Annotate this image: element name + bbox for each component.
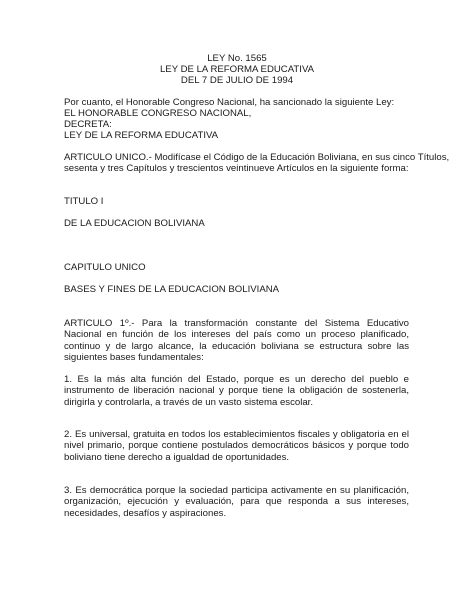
law-title: LEY DE LA REFORMA EDUCATIVA bbox=[159, 64, 315, 75]
articulo-1: ARTICULO 1º.- Para la transformación constante del Sistema Educativo Nacional en función de los intereses del país como un proceso planificado, continuo y de largo alcance, la educación boliviana se estructura sobre las siguientes bases fundamentales: bbox=[64, 318, 409, 363]
capitulo-name: BASES Y FINES DE LA EDUCACION BOLIVIANA bbox=[64, 284, 280, 295]
base-3: 3. Es democrática porque la sociedad participa activamente en su planificación, organización, ejecución y evaluación, para que responda a sus intereses, necesidades, desafíos y aspiraciones. bbox=[64, 485, 409, 519]
articulo-unico-line2: sesenta y tres Capítulos y trescientos veintinueve Artículos en la siguiente forma: bbox=[64, 163, 409, 174]
capitulo-number: CAPITULO UNICO bbox=[64, 262, 146, 273]
articulo-unico-line1: ARTICULO UNICO.- Modifícase el Código de la Educación Boliviana, en sus cinco Títulos, bbox=[64, 152, 450, 163]
law-date: DEL 7 DE JULIO DE 1994 bbox=[180, 75, 294, 86]
preamble-text: Por cuanto, el Honorable Congreso Nacional, ha sancionado la siguiente Ley: bbox=[64, 97, 395, 108]
base-1: 1. Es la más alta función del Estado, porque es un derecho del pueblo e instrumento de liberación nacional y porque tiene la obligación de sostenerla, dirigirla y controlarla, a través de un vasto sistema escolar. bbox=[64, 374, 409, 408]
titulo-name: DE LA EDUCACION BOLIVIANA bbox=[64, 218, 205, 229]
base-2: 2. Es universal, gratuita en todos los establecimientos fiscales y obligatoria en el nivel primario, porque contiene postulados democráticos básicos y porque todo boliviano tiene derecho a igualdad de oportunidades. bbox=[64, 429, 409, 463]
law-name: LEY DE LA REFORMA EDUCATIVA bbox=[64, 130, 219, 141]
law-number: LEY No. 1565 bbox=[207, 53, 267, 64]
decreta-heading: DECRETA: bbox=[64, 119, 112, 130]
congress-heading: EL HONORABLE CONGRESO NACIONAL, bbox=[64, 108, 252, 119]
titulo-number: TITULO I bbox=[64, 196, 104, 207]
